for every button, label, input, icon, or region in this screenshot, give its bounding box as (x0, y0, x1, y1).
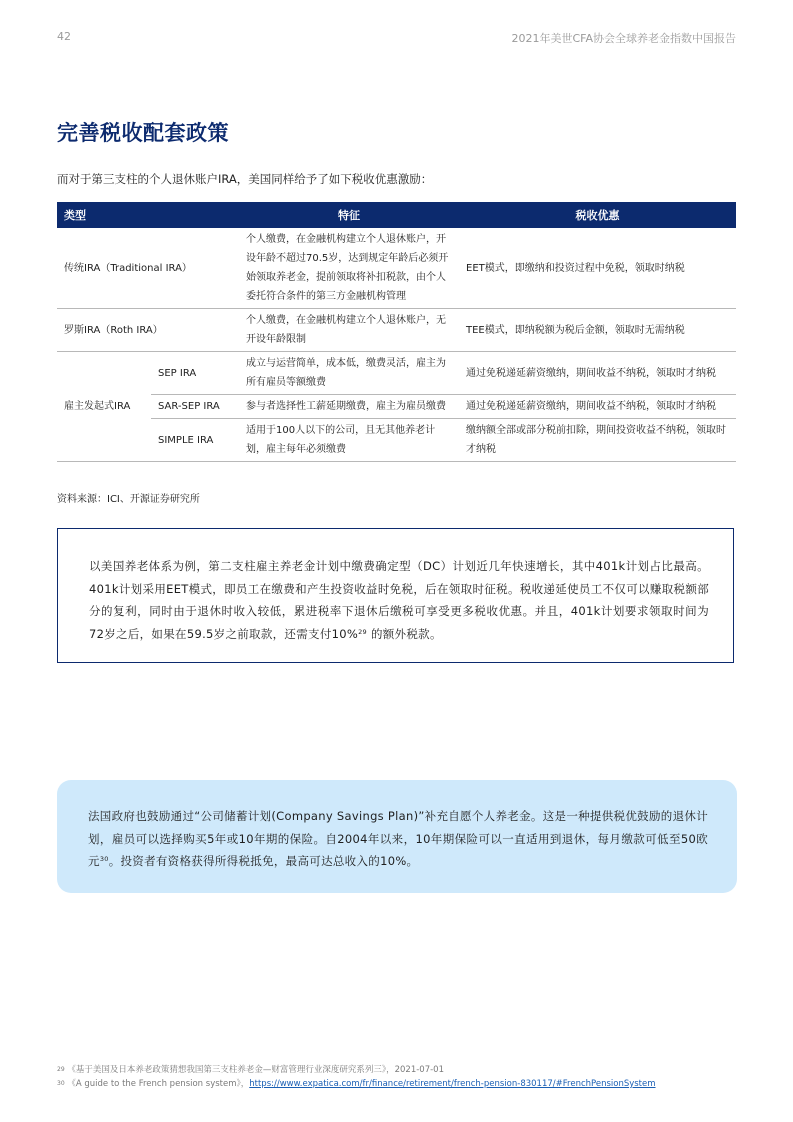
callout-text-tail: 的额外税款。 (366, 626, 442, 641)
column-header-tax: 税收优惠 (459, 202, 736, 228)
tax-cell: 通过免税递延薪资缴纳，期间收益不纳税，领取时才纳税 (459, 352, 736, 395)
table-row (57, 419, 736, 462)
type-cell: 罗斯IRA（Roth IRA） (57, 309, 239, 352)
us-401k-callout-box (57, 528, 734, 663)
callout-text-main: 以美国养老体系为例，第二支柱雇主养老金计划中缴费确定型（DC）计划近几年快速增长，其中401k计划占比最高。401k计划采用EET模式，即员工在缴费和产生投资收益时免税，后在领取时征税。税收递延使员工不仅可以赚取税额部分的复利，同时由于退休时收入较低，累进税率下退休后缴税可享受更多税收优惠。并且，401k计划要求领取时间为72岁之后，如果在59.5岁之前取款，还需支付10% (89, 559, 709, 641)
subtype-cell: SAR-SEP IRA (151, 395, 239, 419)
footnote-text: 《基于美国及日本养老政策猜想我国第三支柱养老金—财富管理行业深度研究系列三》，2021-07-01 (67, 1065, 444, 1075)
tax-cell: 缴纳额全部或部分税前扣除，期间投资收益不纳税，领取时才纳税 (459, 419, 736, 462)
callout-text-main: 法国政府也鼓励通过“公司储蓄计划(Company Savings Plan)”补充自愿个人养老金。这是一种提供税优鼓励的退休计划，雇员可以选择购买5年或10年期的保险。自2004年以来，10年期保险可以一直适用到退休，每月缴款可低至50欧元 (88, 809, 708, 868)
footnote-29 (57, 1063, 656, 1077)
france-savings-plan-box (57, 780, 737, 893)
features-cell: 适用于100人以下的公司，且无其他养老计划，雇主每年必须缴费 (239, 419, 459, 462)
table-header-row (57, 202, 736, 228)
table-row (57, 395, 736, 419)
footnote-number: 29 (57, 1066, 65, 1073)
tax-cell: 通过免税递延薪资缴纳，期间收益不纳税，领取时才纳税 (459, 395, 736, 419)
footnote-text: 《A guide to the French pension system》， (67, 1079, 250, 1089)
intro-text: 而对于第三支柱的个人退休账户IRA，美国同样给予了如下税收优惠激励： (57, 172, 433, 186)
footnote-ref-29[interactable]: 29 (358, 627, 367, 636)
tax-cell: TEE模式，即纳税额为税后金额，领取时无需纳税 (459, 309, 736, 352)
footnote-30 (57, 1077, 656, 1091)
features-cell: 个人缴费，在金融机构建立个人退休账户，无开设年龄限制 (239, 309, 459, 352)
running-header-title: 2021年美世CFA协会全球养老金指数中国报告 (511, 32, 736, 45)
column-header-features: 特征 (239, 202, 459, 228)
france-savings-plan-text (88, 805, 708, 873)
callout-text-tail: 。投资者有资格获得所得税抵免，最高可达总收入的10%。 (108, 854, 419, 868)
footnote-number: 30 (57, 1080, 65, 1087)
section-title: 完善税收配套政策 (57, 121, 229, 145)
page-number: 42 (57, 30, 71, 43)
type-cell: 传统IRA（Traditional IRA） (57, 228, 239, 309)
table-row (57, 309, 736, 352)
subtype-cell: SEP IRA (151, 352, 239, 395)
table-row (57, 352, 736, 395)
features-cell: 参与者选择性工薪延期缴费，雇主为雇员缴费 (239, 395, 459, 419)
tax-cell: EET模式，即缴纳和投资过程中免税，领取时纳税 (459, 228, 736, 309)
table-row (57, 228, 736, 309)
type-cell-employer: 雇主发起式IRA (57, 352, 151, 462)
ira-tax-table (57, 202, 736, 462)
column-header-type: 类型 (57, 202, 239, 228)
footnote-link[interactable]: https://www.expatica.com/fr/finance/retirement/french-pension-830117/#FrenchPensionSystem (249, 1079, 656, 1089)
us-401k-callout-text (89, 555, 709, 645)
table-source-note: 资料来源：ICI、开源证券研究所 (57, 494, 200, 505)
features-cell: 成立与运营简单，成本低，缴费灵活，雇主为所有雇员等额缴费 (239, 352, 459, 395)
subtype-cell: SIMPLE IRA (151, 419, 239, 462)
footnotes (57, 1063, 656, 1091)
footnote-ref-30[interactable]: 30 (99, 855, 109, 863)
features-cell: 个人缴费，在金融机构建立个人退休账户，开设年龄不超过70.5岁，达到规定年龄后必须开始领取养老金，提前领取将补扣税款，由个人委托符合条件的第三方金融机构管理 (239, 228, 459, 309)
